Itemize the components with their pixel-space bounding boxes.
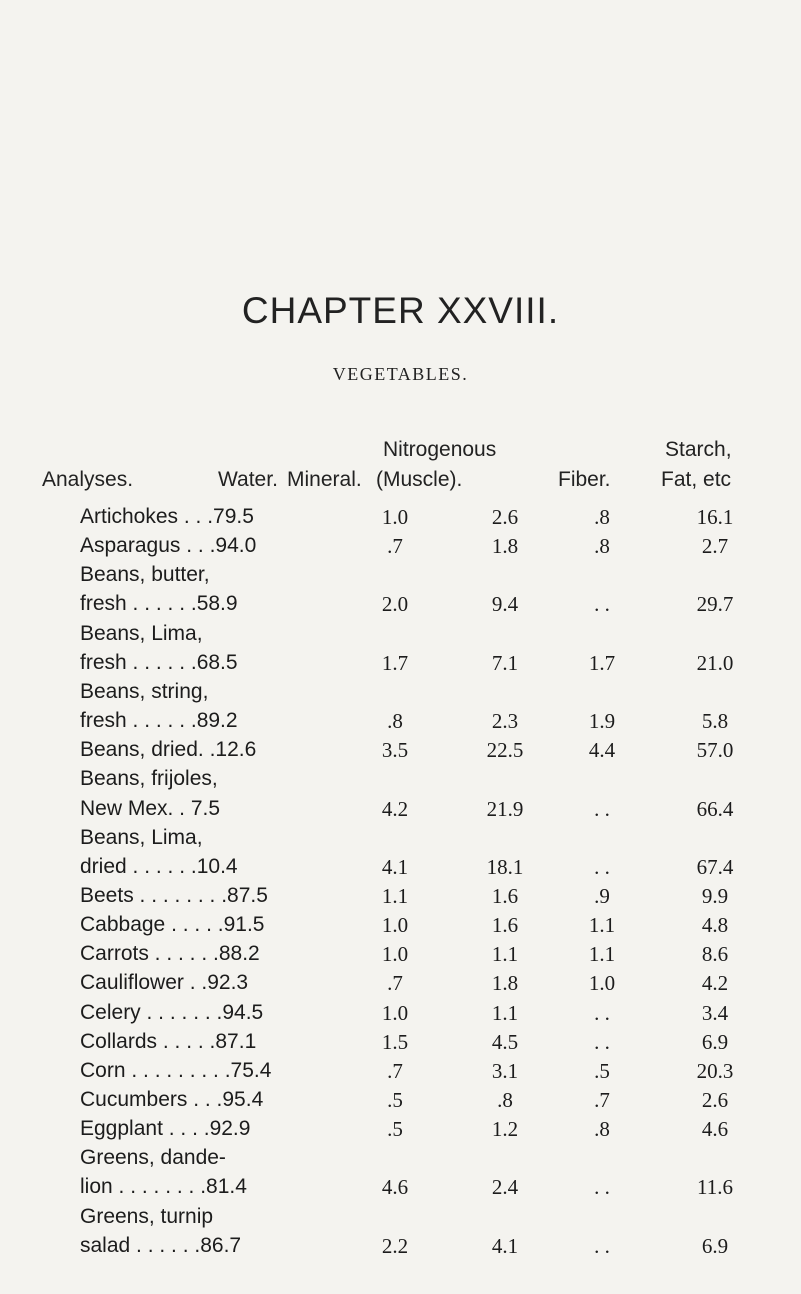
row-fiber: 1.1 (588, 913, 616, 938)
row-nitrogenous: 7.1 (491, 650, 519, 675)
table-row (0, 651, 801, 681)
row-name: Collards . . . . .87.1 (80, 1029, 257, 1053)
row-mineral: 1.0 (381, 913, 409, 938)
row-name: lion . . . . . . . .81.4 (80, 1175, 247, 1199)
row-starch: 4.6 (701, 1117, 729, 1142)
row-nitrogenous: 22.5 (486, 738, 524, 763)
row-fiber: . . (594, 796, 610, 821)
table-row (0, 1175, 801, 1205)
row-fiber: 1.0 (588, 971, 616, 996)
row-nitrogenous: 4.1 (491, 1233, 519, 1258)
row-name: Beets . . . . . . . .87.5 (80, 883, 268, 907)
row-nitrogenous: 1.1 (491, 1000, 519, 1025)
row-name: Beans, string, (80, 679, 209, 703)
row-name: Greens, dande- (80, 1146, 226, 1170)
row-fiber: . . (594, 854, 610, 879)
header-fiber: Fiber. (558, 468, 611, 491)
row-fiber: 4.4 (588, 738, 616, 763)
row-name: fresh . . . . . .68.5 (80, 650, 238, 674)
row-mineral: 1.0 (381, 505, 409, 529)
row-mineral: .5 (387, 1088, 403, 1112)
row-fiber: .8 (594, 1117, 610, 1142)
row-fiber: 1.9 (588, 709, 616, 734)
table-row (0, 1146, 801, 1176)
row-starch: 4.2 (701, 971, 729, 996)
table-row (0, 1001, 801, 1031)
row-fiber: .7 (594, 1088, 610, 1112)
row-name: Eggplant . . . .92.9 (80, 1117, 251, 1141)
table-row (0, 797, 801, 827)
table-row (0, 622, 801, 652)
row-mineral: 1.5 (381, 1029, 409, 1054)
header-water: Water. (218, 468, 278, 491)
table-row (0, 884, 801, 914)
table-row (0, 680, 801, 710)
row-nitrogenous: 21.9 (486, 796, 524, 821)
row-nitrogenous: 9.4 (491, 592, 519, 617)
table-row (0, 563, 801, 593)
row-starch: 2.6 (701, 1088, 729, 1112)
row-nitrogenous: 18.1 (486, 854, 524, 879)
row-starch: 20.3 (696, 1058, 734, 1083)
row-mineral: 4.1 (381, 854, 409, 879)
row-name: Cucumbers . . .95.4 (80, 1088, 264, 1111)
header-nitrogenous-bottom: (Muscle). (376, 468, 463, 491)
row-name: fresh . . . . . .89.2 (80, 709, 238, 733)
row-mineral: 2.0 (381, 592, 409, 617)
row-starch: 9.9 (701, 883, 729, 908)
row-fiber: . . (594, 1000, 610, 1025)
row-starch: 2.7 (701, 534, 729, 559)
row-fiber: .8 (594, 534, 610, 559)
row-fiber: . . (594, 592, 610, 617)
row-starch: 16.1 (696, 505, 734, 529)
table-row (0, 767, 801, 797)
row-starch: 21.0 (696, 650, 734, 675)
table-row (0, 505, 801, 535)
row-name: Beans, Lima, (80, 621, 203, 645)
row-name: Celery . . . . . . .94.5 (80, 1000, 264, 1024)
row-starch: 3.4 (701, 1000, 729, 1025)
row-name: Beans, frijoles, (80, 767, 218, 791)
row-nitrogenous: .8 (497, 1088, 513, 1112)
row-name: New Mex. . 7.5 (80, 796, 221, 820)
table-row (0, 709, 801, 739)
header-starch-bottom: Fat, etc (661, 468, 732, 491)
row-mineral: .5 (387, 1117, 403, 1142)
row-mineral: 4.2 (381, 796, 409, 821)
table-row (0, 592, 801, 622)
row-starch: 11.6 (697, 1175, 733, 1200)
row-nitrogenous: 1.2 (491, 1117, 519, 1142)
table-row (0, 826, 801, 856)
row-mineral: 3.5 (381, 738, 409, 763)
row-nitrogenous: 2.4 (491, 1175, 519, 1200)
row-nitrogenous: 1.6 (491, 883, 519, 908)
row-mineral: 2.2 (381, 1233, 409, 1258)
row-fiber: .5 (594, 1058, 610, 1083)
row-name: Cauliflower . .92.3 (80, 971, 249, 995)
table-row (0, 1117, 801, 1147)
row-fiber: .8 (594, 505, 610, 529)
row-nitrogenous: 1.6 (491, 913, 519, 938)
row-fiber: . . (594, 1029, 610, 1054)
row-nitrogenous: 1.1 (491, 942, 519, 967)
header-analyses: Analyses. (42, 468, 134, 491)
row-name: Beans, Lima, (80, 825, 203, 849)
row-starch: 6.9 (701, 1233, 729, 1258)
row-starch: 67.4 (696, 854, 734, 879)
header-nitrogenous-top: Nitrogenous (383, 438, 497, 461)
row-mineral: .8 (387, 709, 403, 734)
table-row (0, 913, 801, 943)
row-name: dried . . . . . .10.4 (80, 854, 238, 878)
row-nitrogenous: 3.1 (491, 1058, 519, 1083)
row-starch: 4.8 (701, 913, 729, 938)
row-name: Cabbage . . . . .91.5 (80, 913, 265, 937)
table-row (0, 1030, 801, 1060)
table-row (0, 971, 801, 1001)
row-nitrogenous: 2.6 (491, 505, 519, 529)
row-name: Beans, dried. .12.6 (80, 738, 257, 762)
row-mineral: 1.7 (381, 650, 409, 675)
row-nitrogenous: 2.3 (491, 709, 519, 734)
row-fiber: . . (594, 1233, 610, 1258)
row-mineral: 1.1 (381, 883, 409, 908)
chapter-title: CHAPTER XXVIII. (241, 290, 560, 331)
section-title: VEGETABLES. (332, 364, 469, 384)
row-name: fresh . . . . . .58.9 (80, 592, 238, 616)
row-name: Corn . . . . . . . . .75.4 (80, 1058, 272, 1082)
table-row (0, 738, 801, 768)
table-row (0, 534, 801, 564)
table-row (0, 942, 801, 972)
row-starch: 6.9 (701, 1029, 729, 1054)
row-name: Carrots . . . . . .88.2 (80, 942, 260, 966)
row-name: Beans, butter, (80, 563, 210, 587)
row-name: salad . . . . . .86.7 (80, 1233, 242, 1257)
row-fiber: 1.7 (588, 650, 616, 675)
row-starch: 57.0 (696, 738, 734, 763)
row-starch: 5.8 (701, 709, 729, 734)
row-nitrogenous: 4.5 (491, 1029, 519, 1054)
table-row (0, 1088, 801, 1118)
row-starch: 66.4 (696, 796, 734, 821)
row-fiber: 1.1 (588, 942, 616, 967)
header-starch-top: Starch, (665, 438, 732, 461)
row-mineral: 1.0 (381, 1000, 409, 1025)
row-fiber: .9 (594, 883, 610, 908)
row-mineral: .7 (387, 971, 403, 996)
row-nitrogenous: 1.8 (491, 534, 519, 559)
row-mineral: .7 (387, 1058, 403, 1083)
row-nitrogenous: 1.8 (491, 971, 519, 996)
row-name: Greens, turnip (80, 1204, 214, 1228)
row-name: Artichokes . . .79.5 (80, 505, 254, 528)
row-mineral: .7 (387, 534, 403, 559)
table-row (0, 1205, 801, 1235)
table-row (0, 855, 801, 885)
row-fiber: . . (594, 1175, 610, 1200)
row-starch: 29.7 (696, 592, 734, 617)
row-mineral: 1.0 (381, 942, 409, 967)
header-mineral: Mineral. (287, 468, 362, 491)
table-row (0, 1059, 801, 1089)
table-row (0, 1234, 801, 1264)
row-name: Asparagus . . .94.0 (80, 534, 257, 558)
row-starch: 8.6 (701, 942, 729, 967)
row-mineral: 4.6 (381, 1175, 409, 1200)
